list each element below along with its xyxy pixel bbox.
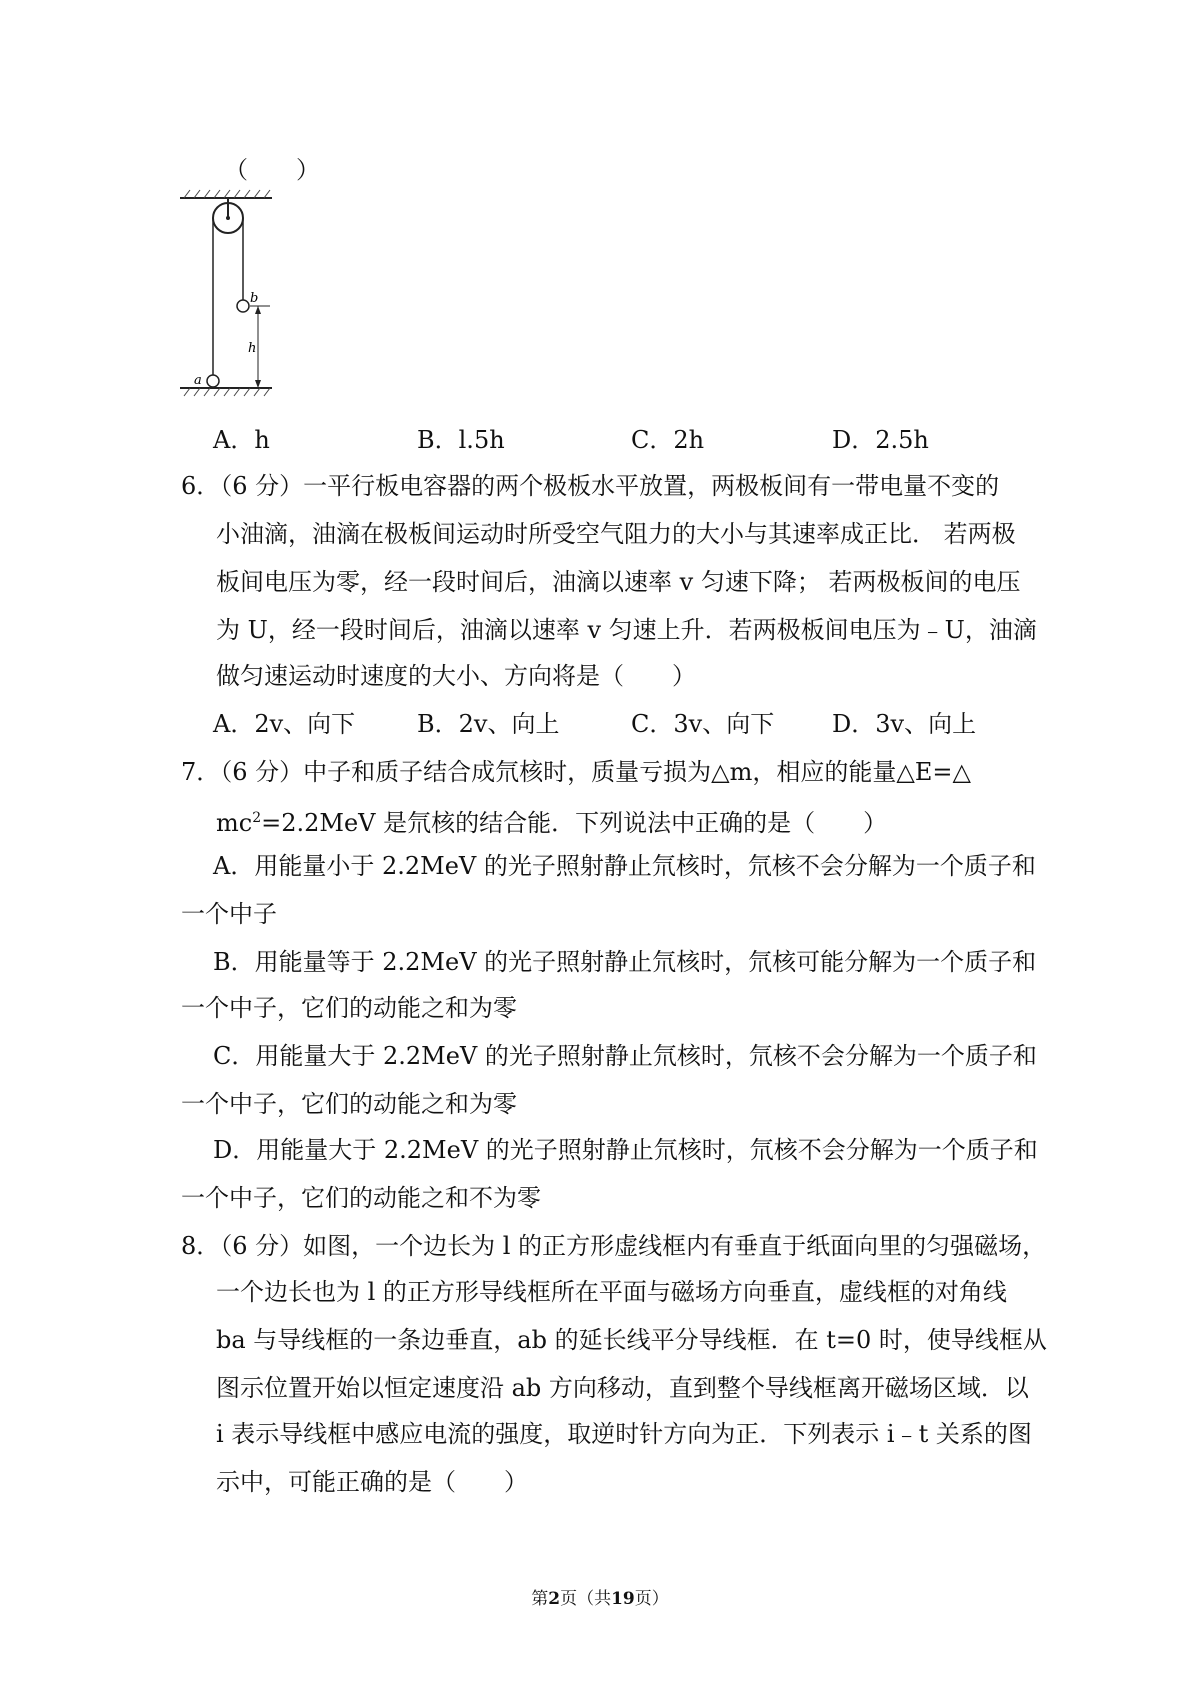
footer-total-pages: 19 bbox=[611, 1589, 635, 1609]
footer-page-number: 2 bbox=[548, 1589, 561, 1609]
label-a: a bbox=[194, 373, 202, 388]
footer-prefix: 第 bbox=[531, 1589, 549, 1609]
q8-line-6: 示中，可能正确的是（ ） bbox=[216, 1468, 528, 1496]
pulley-diagram bbox=[180, 188, 280, 408]
q8-line-4: 图示位置开始以恒定速度沿 ab 方向移动，直到整个导线框离开磁场区域．以 bbox=[216, 1374, 1029, 1402]
q5-option-b: B．l.5h bbox=[417, 426, 505, 454]
q7-option-c-line-2: 一个中子，它们的动能之和为零 bbox=[181, 1090, 517, 1118]
q7-option-d-line-2: 一个中子，它们的动能之和不为零 bbox=[181, 1184, 541, 1212]
q7-option-b-line-2: 一个中子，它们的动能之和为零 bbox=[181, 994, 517, 1022]
q5-answer-blank: （ ） bbox=[224, 156, 320, 184]
footer-middle: 页（共 bbox=[560, 1589, 612, 1609]
label-b: b bbox=[250, 291, 259, 306]
q6-option-d: D．3v、向上 bbox=[832, 710, 977, 738]
pulley-figure bbox=[180, 188, 280, 412]
q5-option-a: A．h bbox=[213, 426, 270, 454]
q7-mc: mc bbox=[216, 809, 253, 837]
page-footer bbox=[0, 1584, 1200, 1609]
q8-line-3: ba 与导线框的一条边垂直，ab 的延长线平分导线框．在 t=0 时，使导线框从 bbox=[216, 1326, 1047, 1354]
q5-option-d: D．2.5h bbox=[832, 426, 929, 454]
q7-exponent: 2 bbox=[252, 810, 262, 826]
q7-line-2 bbox=[216, 802, 887, 839]
q8-line-5: i 表示导线框中感应电流的强度，取逆时针方向为正．下列表示 i﹣t 关系的图 bbox=[216, 1420, 1032, 1448]
q8-line-1: 8．（6 分）如图，一个边长为 l 的正方形虚线框内有垂直于纸面向里的匀强磁场， bbox=[181, 1232, 1047, 1260]
q8-line-2: 一个边长也为 l 的正方形导线框所在平面与磁场方向垂直，虚线框的对角线 bbox=[216, 1278, 1007, 1306]
q7-option-b-line-1: B．用能量等于 2.2MeV 的光子照射静止氘核时，氘核可能分解为一个质子和 bbox=[213, 948, 1037, 976]
q7-line-2-rest: =2.2MeV 是氘核的结合能．下列说法中正确的是（ ） bbox=[261, 809, 888, 837]
footer-suffix: 页） bbox=[634, 1589, 669, 1609]
label-h: h bbox=[248, 341, 257, 356]
q7-option-d-line-1: D．用能量大于 2.2MeV 的光子照射静止氘核时，氘核不会分解为一个质子和 bbox=[213, 1136, 1038, 1164]
q6-line-3: 板间电压为零，经一段时间后，油滴以速率 v 匀速下降； 若两极板间的电压 bbox=[216, 568, 1021, 596]
q6-option-b: B．2v、向上 bbox=[417, 710, 560, 738]
q6-line-2: 小油滴，油滴在极板间运动时所受空气阻力的大小与其速率成正比． 若两极 bbox=[216, 520, 1016, 548]
q7-line-1: 7．（6 分）中子和质子结合成氘核时，质量亏损为△m，相应的能量△E=△ bbox=[181, 758, 971, 786]
q7-option-c-line-1: C．用能量大于 2.2MeV 的光子照射静止氘核时，氘核不会分解为一个质子和 bbox=[213, 1042, 1037, 1070]
q6-option-a: A．2v、向下 bbox=[213, 710, 356, 738]
q6-option-c: C．3v、向下 bbox=[631, 710, 775, 738]
q7-option-a-line-2: 一个中子 bbox=[181, 900, 277, 928]
q6-line-1: 6．（6 分）一平行板电容器的两个极板水平放置，两极板间有一带电量不变的 bbox=[181, 472, 1000, 500]
q7-option-a-line-1: A．用能量小于 2.2MeV 的光子照射静止氘核时，氘核不会分解为一个质子和 bbox=[213, 852, 1036, 880]
q6-line-5: 做匀速运动时速度的大小、方向将是（ ） bbox=[216, 662, 696, 690]
q6-line-4: 为 U，经一段时间后，油滴以速率 v 匀速上升．若两极板间电压为﹣U，油滴 bbox=[216, 616, 1037, 644]
q5-option-c: C．2h bbox=[631, 426, 705, 454]
